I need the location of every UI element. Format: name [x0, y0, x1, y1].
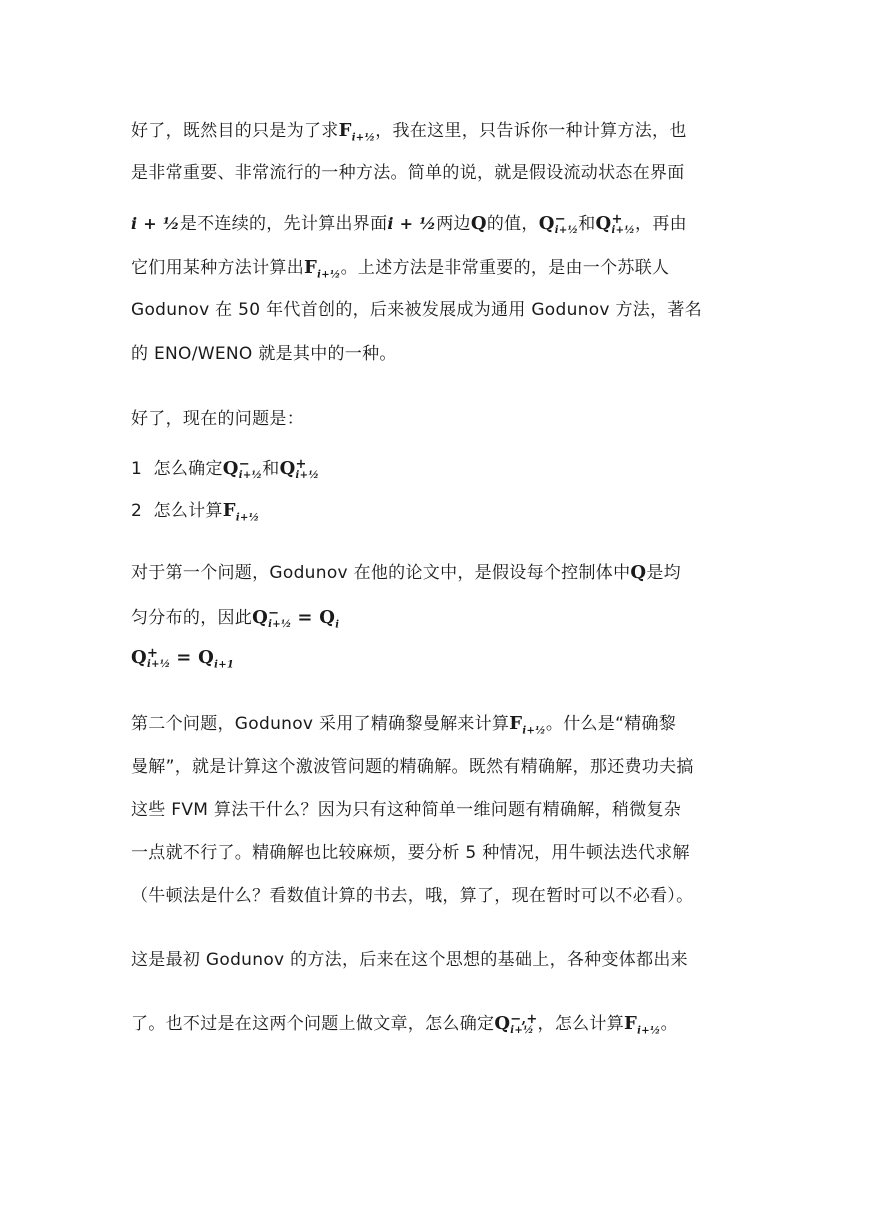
- formula-F: F: [509, 713, 523, 734]
- formula-Q-plus: Q: [131, 647, 147, 668]
- paragraph-conclusion-line2: 了。也不过是在这两个问题上做文章，怎么确定Q −,+ i+½ ，怎么计算$F_{i+\frac{1}{2}}$。: [131, 1011, 678, 1037]
- paragraph-intro-line2: 是非常重要、非常流行的一种方法。简单的说，就是假设流动状态在界面: [131, 163, 685, 183]
- paragraph-intro-line1: 好了，既然目的只是为了求$F_{i+\frac{1}{2}}$，我在这里，只告诉你一种计算方法，也: [131, 120, 687, 144]
- paragraph-conclusion-line1: 这是最初 Godunov 的方法，后来在这个思想的基础上，各种变体都出来: [131, 950, 688, 970]
- paragraph-second-problem-line4: 一点就不行了。精确解也比较麻烦，要分析 5 种情况，用牛顿法迭代求解: [131, 843, 690, 863]
- formula-Q: Q: [470, 213, 487, 234]
- formula-Q-plus: Q: [595, 213, 612, 234]
- formula-i-half: i + ½: [131, 214, 180, 233]
- formula-Q-minus: Q: [222, 458, 239, 479]
- question-1: 1 怎么确定Q − i+½ 和Q + i+½: [131, 456, 320, 481]
- formula-F: F: [338, 120, 352, 141]
- paragraph-second-problem-line2: 曼解”，就是计算这个激波管问题的精确解。既然有精确解，那还费功夫搞: [131, 757, 694, 777]
- paragraph-second-problem-line3: 这些 FVM 算法干什么？因为只有这种简单一维问题有精确解，稍微复杂: [131, 800, 682, 820]
- formula-Q-plus: Q: [279, 458, 296, 479]
- formula-F: F: [222, 500, 236, 521]
- paragraph-second-problem-line1: 第二个问题，Godunov 采用了精确黎曼解来计算$F_{i+\frac{1}{2}}$。什么是“精确黎: [131, 713, 677, 737]
- formula-F: F: [624, 1013, 638, 1034]
- formula-Q-minus: Q: [538, 213, 555, 234]
- paragraph-first-problem-line1: 对于第一个问题，Godunov 在他的论文中，是假设每个控制体中Q是均: [131, 562, 681, 583]
- paragraph-intro-line4: 它们用某种方法计算出$F_{i+\frac{1}{2}}$。上述方法是非常重要的，是由一个苏联人: [131, 257, 670, 281]
- paragraph-intro-line5: Godunov 在 50 年代首创的，后来被发展成为通用 Godunov 方法，著名: [131, 300, 703, 320]
- formula-i-half: i + ½: [387, 214, 437, 233]
- formula-Q: Q: [630, 562, 647, 583]
- question-2: 2 怎么计算$F_{i+\frac{1}{2}}$: [131, 500, 260, 524]
- paragraph-intro-line6: 的 ENO/WENO 就是其中的一种。: [131, 344, 397, 364]
- formula-Q-pm: Q: [494, 1013, 511, 1034]
- equation-q-plus: Q + i+½ = $Q_{i+1}$: [131, 645, 235, 671]
- question-intro: 好了，现在的问题是：: [131, 409, 304, 429]
- paragraph-first-problem-line2: 匀分布的，因此Q − i+½ = $Q_i$: [131, 605, 340, 631]
- formula-F: F: [304, 257, 318, 278]
- paragraph-intro-line3: i + ½是不连续的，先计算出界面i + ½两边Q的值，Q − i+½ 和Q + i+½ ，再由: [131, 211, 687, 236]
- paragraph-second-problem-line5: （牛顿法是什么？看数值计算的书去，哦，算了，现在暂时可以不必看）。: [131, 886, 694, 906]
- formula-Q-minus: Q: [252, 607, 269, 628]
